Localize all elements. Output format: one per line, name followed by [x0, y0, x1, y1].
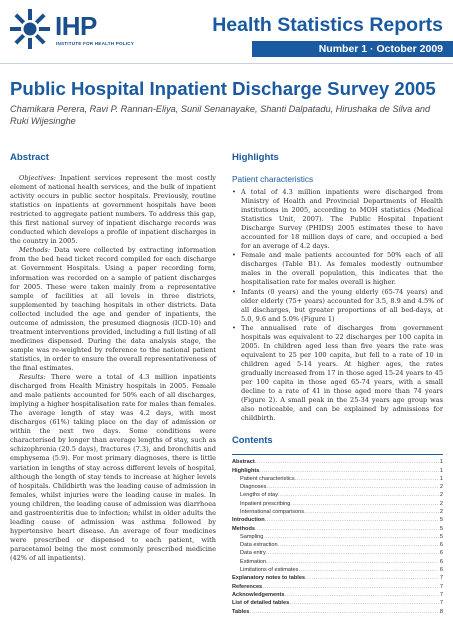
toc-entry-label: Acknowledgements — [232, 591, 285, 598]
toc-leader-dots — [298, 566, 438, 574]
toc-leader-dots — [305, 574, 439, 582]
toc-entry-label: Methods — [232, 525, 255, 532]
toc-entry[interactable] — [232, 549, 443, 557]
toc-entry-page: 2 — [439, 500, 443, 507]
toc-entry-label: Diagnoses — [240, 484, 267, 491]
paragraph-body: Inpatient services represent the most costly element of national health services, and the bulk of inpatient activity occurs in public sector hospitals. Previously, routine statistics on inpatients at government hospitals have been restricted to aggregate patient numbers. To address this gap, this first national survey of inpatient discharge records was conducted which develops a profile of inpatient discharges in the country in 2005. — [10, 174, 216, 246]
series-title: Health Statistics Reports — [212, 14, 443, 36]
toc-entry-page: 2 — [439, 492, 443, 499]
toc-entry-page: 6 — [439, 567, 443, 574]
toc-leader-dots — [278, 541, 439, 549]
toc-entry[interactable] — [232, 467, 443, 475]
toc-leader-dots — [289, 599, 439, 607]
toc-entry[interactable] — [232, 533, 443, 541]
report-title: Public Hospital Inpatient Discharge Survey 2005 — [10, 78, 436, 99]
highlight-item: • A total of 4.3 million inpatients were discharged from Ministry of Health and Provincial Departments of Health institutions in 2005, according to MOH statistics (Medical Statistics Unit, 2007). The Public Hospital Inpatient Discharge Survey (PHIDS) 2005 estimates these to have accounted for 18 million days of care, and occupied a bed for an average of 4.2 days. — [232, 188, 443, 251]
header-divider — [0, 63, 453, 64]
issue-label: Number 1 · October 2009 — [318, 43, 443, 55]
toc-entry-page: 5 — [439, 533, 443, 540]
paragraph-lead: Results: — [19, 373, 46, 382]
toc-entry[interactable] — [232, 541, 443, 549]
toc-entry[interactable] — [232, 599, 443, 607]
author-list: Chamikara Perera, Ravi P. Rannan-Eliya, Sunil Senanayake, Shanti Dalpatadu, Hirushaka de Silva and Ruki Wijesinghe — [10, 104, 431, 126]
toc-leader-dots — [259, 467, 439, 475]
toc-entry[interactable] — [232, 516, 443, 524]
contents-heading: Contents — [232, 434, 273, 446]
toc-entry-page: 6 — [439, 558, 443, 565]
toc-entry[interactable] — [232, 574, 443, 582]
contents-divider — [232, 454, 443, 455]
toc-entry-page: 1 — [439, 475, 443, 482]
toc-leader-dots — [266, 549, 439, 557]
toc-entry-label: Patient characteristics — [240, 475, 295, 482]
toc-entry-page: 2 — [439, 484, 443, 491]
abstract-methods — [10, 246, 216, 373]
toc-leader-dots — [278, 491, 439, 499]
table-of-contents — [232, 458, 443, 616]
toc-entry-page: 1 — [439, 459, 443, 466]
toc-leader-dots — [295, 475, 439, 483]
toc-leader-dots — [249, 608, 439, 616]
toc-entry-label: Limitations of estimates — [240, 567, 299, 574]
paragraph-lead: Objectives: — [19, 174, 56, 182]
toc-entry-label: Lengths of stay — [240, 492, 278, 499]
toc-entry-label: Data entry — [240, 550, 266, 557]
toc-entry-page: 6 — [439, 542, 443, 549]
toc-entry-page: 8 — [439, 608, 443, 615]
toc-entry-label: Inpatient prescribing — [240, 500, 291, 507]
toc-entry-label: International comparisons — [240, 509, 305, 515]
toc-leader-dots — [265, 516, 439, 524]
toc-entry-page: 6 — [439, 550, 443, 557]
toc-entry-page: 7 — [439, 583, 443, 590]
toc-leader-dots — [290, 500, 439, 508]
toc-leader-dots — [255, 525, 439, 533]
abstract-objectives — [10, 174, 216, 246]
toc-entry[interactable] — [232, 491, 443, 499]
toc-entry-page: 2 — [439, 509, 443, 515]
toc-entry-label: Introduction — [232, 517, 265, 524]
toc-entry-label: Highlights — [232, 467, 260, 474]
highlight-item: • Infants (0 years) and the young elderly (65-74 years) and older elderly (75+ years) accounted for 3.5, 8.9 and 4.5% of all discharges, but greater proportions of all bed-days, at 5.0, 9.6 and 5.0% (Figure 1) — [232, 288, 443, 324]
highlights-list — [232, 188, 443, 423]
toc-entry[interactable] — [232, 458, 443, 466]
toc-entry[interactable] — [232, 525, 443, 533]
toc-leader-dots — [304, 508, 439, 516]
toc-entry-page: 1 — [439, 467, 443, 474]
toc-entry-label: Abstract — [232, 459, 255, 466]
toc-entry-label: Sampling — [240, 533, 264, 540]
ihp-logo — [9, 8, 135, 58]
toc-entry[interactable] — [232, 583, 443, 591]
abstract-column — [10, 152, 216, 563]
toc-entry-page: 5 — [439, 517, 443, 524]
abstract-heading: Abstract — [10, 152, 49, 163]
toc-leader-dots — [266, 558, 439, 566]
highlight-item: • Female and male patients accounted for 50% each of all discharges (Table B1). As females modestly outnumber males in the overall population, this indicates that the hospitalisation rate for males overall is higher. — [232, 251, 443, 287]
toc-leader-dots — [285, 591, 439, 599]
toc-entry[interactable] — [232, 508, 443, 516]
ihp-emblem-icon — [9, 8, 51, 50]
toc-entry[interactable] — [232, 500, 443, 508]
paragraph-body: There were a total of 4.3 million inpatients discharged from Health Ministry hospitals in 2005. Female and male patients accounted for 50% each of all discharges, implying a higher hospitalisation rate for males than females. The average length of stay was 4.2 days, with most discharges (61%) taking place on the day of admission or within the next two days. Some conditions were characterised by longer than average lengths of stay, such as schizophrenia (20.5 days), fractures (7.3), and bronchitis and emphysema (5.9). For most primary diagnoses, there is little variation in lengths of stay across different levels of hospital, although the length of stay tends to increase at higher levels of hospitals. Childbirth was the leading cause of admission in females, whilst injuries were the leading cause in males. In young children, the leading cause of admission was diarrhoea and gastroenteritis due to infection; whilst in older adults the leading cause of admission was asthma followed by hypertensive heart disease. An average of four medicines were prescribed or dispensed to each patient, with paracetamol being the most commonly prescribed medicine (42% of all inpatients). — [10, 373, 216, 562]
toc-entry[interactable] — [232, 591, 443, 599]
toc-entry[interactable] — [232, 558, 443, 566]
toc-entry-label: Tables — [232, 608, 250, 615]
issue-banner — [252, 41, 453, 57]
toc-entry[interactable] — [232, 566, 443, 574]
toc-leader-dots — [266, 483, 438, 491]
toc-entry-page: 7 — [439, 575, 443, 582]
paragraph-body: Data were collected by extracting information from the bed head ticket record compiled for each discharge at Government Hospitals. Using a paper recording form, information was recorded on a sample of patient discharges for 2005. These were taken mainly from a representative sample of facilities at all levels in three districts, supplemented by teaching hospitals in other districts. Data collected included the age and gender of inpatients, the outcome of admission, the presumed diagnosis (ICD-10) and treatment interventions provided, including a full listing of all medicines dispensed. During the data analysis stage, the sample was re-weighted by reference to the national patient statistics, in order to ensure the overall representativeness of the final estimates. — [10, 246, 216, 372]
toc-leader-dots — [263, 533, 439, 541]
toc-entry[interactable] — [232, 475, 443, 483]
abstract-results — [10, 373, 216, 563]
logo-text: IHP — [55, 11, 97, 41]
toc-leader-dots — [255, 458, 439, 466]
toc-entry-page: 7 — [439, 591, 443, 598]
highlights-subheading: Patient characteristics — [232, 174, 314, 184]
toc-entry-label: Explanatory notes to tables — [232, 575, 306, 582]
highlights-heading: Highlights — [232, 152, 279, 163]
toc-entry[interactable] — [232, 608, 443, 616]
toc-entry-label: References — [232, 583, 263, 590]
report-header — [0, 0, 453, 63]
toc-entry-label: Estimation — [240, 558, 267, 565]
toc-entry-label: List of detailed tables — [232, 600, 290, 607]
paragraph-lead: Methods: — [19, 246, 51, 255]
toc-entry[interactable] — [232, 483, 443, 491]
logo-subtitle: INSTITUTE FOR HEALTH POLICY — [56, 41, 135, 46]
highlight-item: • The annualised rate of discharges from government hospitals was equivalent to 22 discharges per 100 capita in 2005. In children aged less than five years the rate was equivalent to 25 per 100 capita, but fell to a rate of 10 in children aged 5-14 years. At higher ages, the rates gradually increased from 17 in those aged 15-24 years to 45 per 100 capita in those aged 65-74 years, with a small decline to a rate of 41 in those aged more than 74 years (Figure 2). A small peak in the 25-34 years age group was also noticeable, and can be explained by admissions for childbirth. — [232, 324, 443, 424]
toc-entry-page: 5 — [439, 525, 443, 532]
highlights-column — [232, 152, 443, 616]
toc-entry-label: Data extraction — [240, 542, 278, 549]
toc-entry-page: 7 — [439, 600, 443, 607]
toc-leader-dots — [262, 583, 439, 591]
